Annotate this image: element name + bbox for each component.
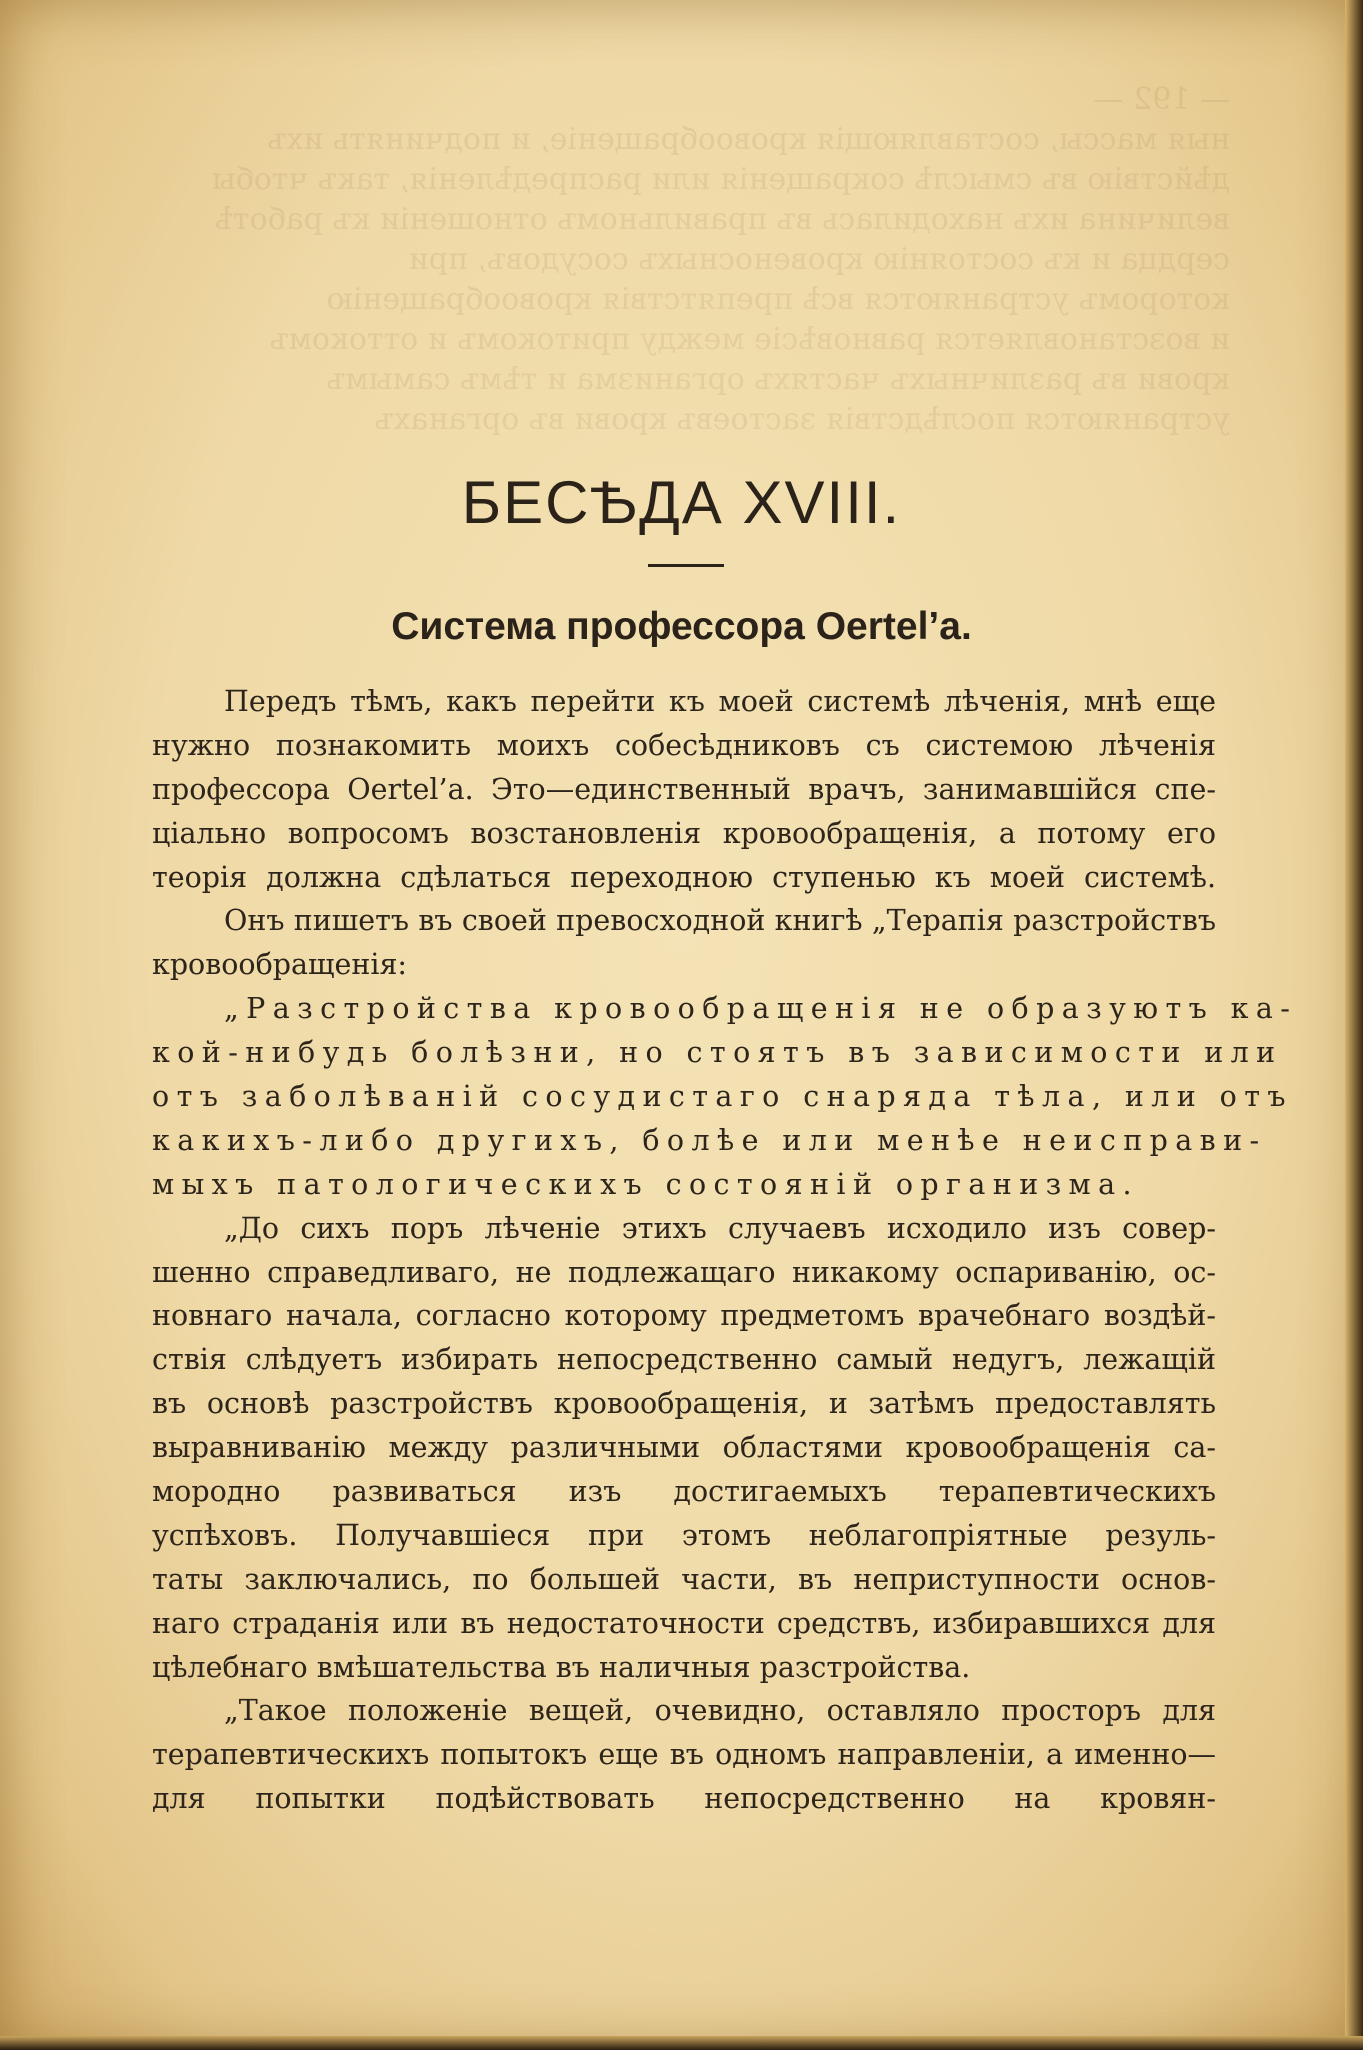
text-line: въ основѣ разстройствъ кровообращенія, и затѣмъ предоставлять [152,1387,1216,1421]
show-through-text: — 192 — ныя массы, составляющія кровообращеніе, и подчинять ихъ дѣйствію въ смыслѣ сокращенія или распредѣленія, такъ чтобы величина ихъ находилась въ правильномъ отношеніи къ работѣ сердца и къ состоянію кровеносныхъ сосудовъ, при которомъ устраняются всѣ препятствія кровообращенію и возстановляется равновѣсіе между притокомъ и оттокомъ крови въ различныхъ частяхъ организма и тѣмъ самымъ устраняются послѣдствія застоевъ крови въ органахъ [211,82,1230,437]
text-line: наго страданія или въ недостаточности средствъ, избиравшихся для [152,1606,1216,1640]
body-text [152,680,1298,1821]
text-line: Передъ тѣмъ, какъ перейти къ моей системѣ лѣченія, мнѣ еще [224,685,1216,718]
text-line: какихъ-либо другихъ, болѣе или менѣе неисправи- [152,1123,1267,1157]
text-line: шенно справедливаго, не подлежащаго никакому оспариванію, ос- [152,1255,1216,1289]
heading-rule [648,564,724,567]
text-line: „До сихъ поръ лѣченіе этихъ случаевъ исходило изъ совер- [224,1211,1216,1245]
text-line: для попытки подѣйствовать непосредственно на кровян- [152,1782,1216,1816]
text-line: нужно познакомить моихъ собесѣдниковъ съ системою лѣченія [152,728,1216,762]
text-line: терапевтическихъ попытокъ еще въ одномъ направленіи, а именно— [152,1738,1216,1772]
text-line: мыхъ патологическихъ состояній организма. [152,1167,1140,1201]
text-line: „Такое положеніе вещей, очевидно, оставляло просторъ для [224,1694,1216,1728]
text-line: кой-нибудь болѣзни, но стоятъ въ зависимости или [152,1036,1283,1070]
text-line: теорія должна сдѣлаться переходною ступенью къ моей системѣ. [152,860,1216,894]
chapter-subtitle: Система профессора Oertel’a. [391,605,972,648]
text-line: новнаго начала, согласно которому предметомъ врачебнаго воздѣй- [152,1299,1216,1333]
text-line: кровообращенія: [152,948,408,982]
text-line: профессора Oertel’a. Это—единственный врачъ, занимавшійся спе- [152,772,1216,806]
text-line: успѣховъ. Получавшіеся при этомъ неблагопріятные резуль- [152,1518,1216,1552]
text-line: таты заключались, по большей части, въ неприступности основ- [152,1562,1216,1596]
text-line: Онъ пишетъ въ своей превосходной книгѣ „Терапія разстройствъ [224,904,1216,938]
text-line: ціально вопросомъ возстановленія кровообращенія, а потому его [152,816,1216,850]
text-line: „Разстройства кровообращенія не образуютъ ка- [224,992,1298,1026]
page-edge-bottom [0,2036,1363,2050]
text-line: выравниванію между различными областями кровообращенія са- [152,1431,1216,1465]
text-line: цѣлебнаго вмѣшательства въ наличныя разстройства. [152,1650,971,1684]
page-edge-right [1345,0,1363,2050]
text-line: мородно развиваться изъ достигаемыхъ терапевтическихъ [152,1475,1216,1509]
chapter-heading: БЕСѢДА XVIII. [461,469,902,536]
text-line: ствія слѣдуетъ избирать непосредственно самый недугъ, лежащій [152,1343,1216,1377]
text-line: отъ заболѣваній сосудистаго снаряда тѣла, или отъ [152,1080,1293,1114]
